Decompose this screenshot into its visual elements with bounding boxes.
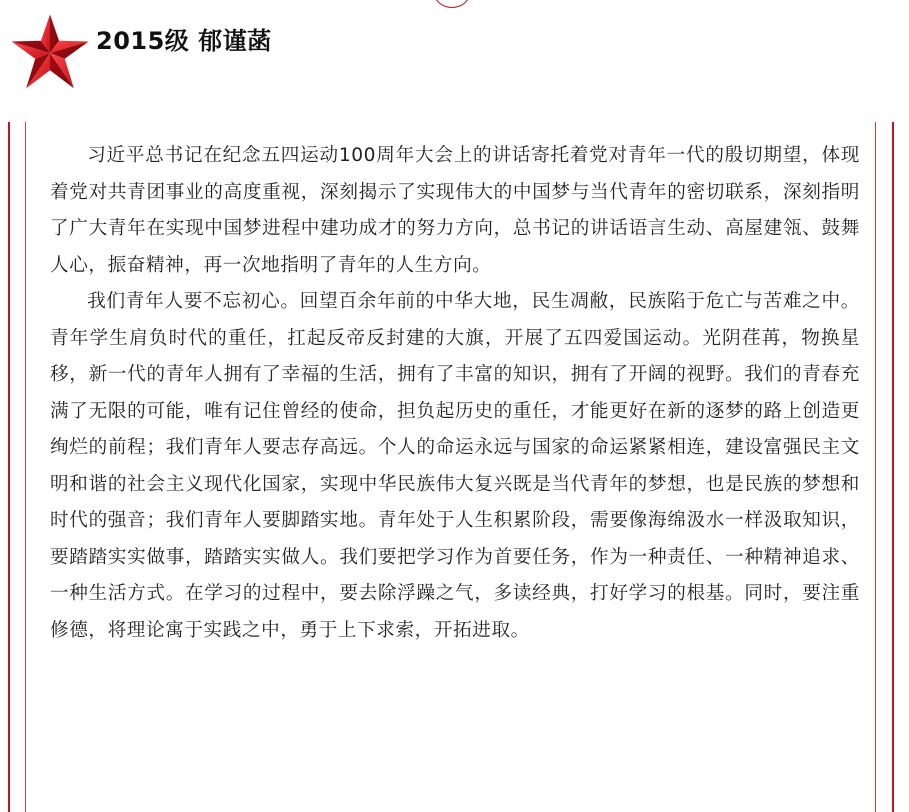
paragraph-2: 我们青年人要不忘初心。回望百余年前的中华大地，民生凋敝，民族陷于危亡与苦难之中。青年学生肩负时代的重任，扛起反帝反封建的大旗，开展了五四爱国运动。光阴荏苒，物换星移，新一代的青年人拥有了幸福的生活，拥有了丰富的知识，拥有了开阔的视野。我们的青春充满了无限的可能，唯有记住曾经的使命，担负起历史的重任，才能更好在新的逐梦的路上创造更绚烂的前程；我们青年人要志存高远。个人的命运永远与国家的命运紧紧相连，建设富强民主文明和谐的社会主义现代化国家，实现中华民族伟大复兴既是当代青年的梦想，也是民族的梦想和时代的强音；我们青年人要脚踏实地。青年处于人生积累阶段，需要像海绵汲水一样汲取知识，要踏踏实实做事，踏踏实实做人。我们要把学习作为首要任务，作为一种责任、一种精神追求、一种生活方式。在学习的过程中，要去除浮躁之气，多读经典，打好学习的根基。同时，要注重修德，将理论寓于实践之中，勇于上下求索，开拓进取。 <box>50 291 860 641</box>
frame-left-inner-line <box>25 122 26 812</box>
frame-right-outer-line <box>892 122 894 812</box>
red-star-icon <box>8 12 92 94</box>
author-title: 2015级 郁谨菡 <box>96 27 272 55</box>
article-body <box>50 138 860 649</box>
frame-left-outer-line <box>8 122 10 812</box>
paragraph-1: 习近平总书记在纪念五四运动100周年大会上的讲话寄托着党对青年一代的殷切期望，体现着党对共青团事业的高度重视，深刻揭示了实现伟大的中国梦与当代青年的密切联系，深刻指明了广大青年在实现中国梦进程中建功成才的努力方向，总书记的讲话语言生动、高屋建瓴、鼓舞人心，振奋精神，再一次地指明了青年的人生方向。 <box>50 145 860 276</box>
frame-right-inner-line <box>875 122 876 812</box>
top-ornament <box>434 0 470 8</box>
section-header <box>8 12 408 96</box>
